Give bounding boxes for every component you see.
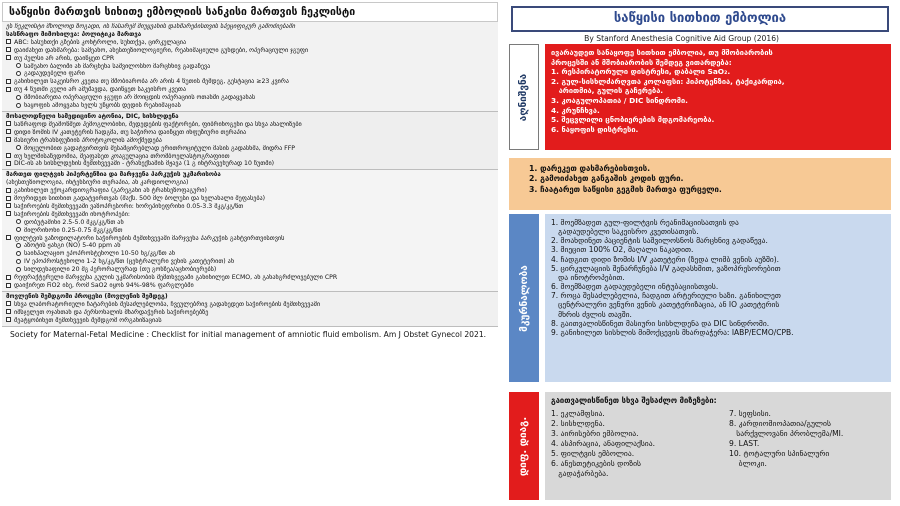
list-item: და ინოტროპებით. [551,272,625,282]
checklist-item-text: (ანესთეზიოლოგია, ინტენსიური თერაპია, ან კარდიოლოგია) [6,179,189,187]
checkbox[interactable] [6,39,11,44]
checklist-item [6,242,494,250]
checklist-citation: Society for Maternal-Fetal Medicine : Checklist for initial management of amniotic fluid embolism. Am J Obstet Gynecol 2021. [10,329,487,339]
checklist-title: საწყისი მართვის სიხითე ემბოლიის სანკისი მართვის ჩეკლისტი [2,2,498,22]
section-heading [6,113,494,121]
checklist-item-text: თუ პულსი არ არის, დაიწყეთ CPR [14,54,115,62]
list-item: 4. ჩადგით დიდი ზომის I/V კათეტერი (ზედა ლიმბ ვენის აუზში). [551,254,780,264]
differential-column-2 [729,409,885,479]
list-item: 3. კოაგულოპათია / DIC სინდრომი. [551,95,688,105]
checkbox[interactable] [6,275,11,280]
recognition-intro-2: პროცესში ან მშობიარობის შემდეგ ვითარდება: [551,57,732,67]
checklist-item-text: მშობიარეთა ოპერაციული ჯგუფი არ მოიცდის ოპერაციის ოთახში გადაყვანას [24,94,256,102]
list-item: არითმია, გულის გაჩერება. [551,86,664,96]
checkbox[interactable] [6,47,11,52]
differential-panel [509,392,891,500]
checkbox[interactable] [6,235,11,240]
checklist-item [6,274,494,282]
checklist-item-text: სამეანო ბალიში ან მარცხენა საშვილოსნო მარცხნივ გადაწევა [24,62,211,70]
radio-button[interactable] [16,145,21,150]
checklist-item [6,227,494,235]
checklist-panel [2,2,498,504]
checklist-item-text: სხვა ლაბორატორიული ჩატარების შესაძლებლობა, ჩვეულებრივ გადახედეთ საჭიროების შემთხვევაში [14,300,321,308]
recognition-tab-label: აღნიშვნა [518,73,530,121]
list-item: 8. კარდიომიოპათია/გულის [729,419,831,428]
checklist-item-text: დაიჭირეთ FiO2 ისე, რომ SaO2 იყოს 94%-98% ფარგლებში [14,282,194,289]
checklist-item-text: რეფრაქტერული მარჯვენა გულის უკმარისობის შემთხვევაში განიხილეთ ECMO, ან გახანგრძლივებული CPR [14,274,338,282]
checklist-item-text: თუ 4 წუთში გული არ ამუშავდა, დაიწყეთ საკეისრო კვეთა [14,86,187,94]
checklist-item [6,317,494,325]
checklist-section-bleeding [2,112,498,170]
list-item: 1. ეკლამფსია. [551,409,605,418]
checklist-item-text: ეს ჩეკლისტი მხოლოდ ზოგადი, ის ჩასარემ მიუყვანის დახმარებისთვის სპეციფიკურ გამოძიებაში [6,23,296,30]
radio-button[interactable] [16,95,21,100]
checklist-item [6,211,494,219]
call-for-help-content [509,158,891,210]
radio-button[interactable] [16,243,21,248]
checklist-item-text: იმსჯელეთ ოჯახთან და პერსონალის მხარდაჭერის საჭიროებებზე [14,308,209,316]
cognitive-aid-title: საწყისი სითხით ემბოლია [511,6,889,32]
checklist-item-text: მილრინონი 0.25-0.75 მკგ/კგ/წთ [24,226,123,234]
list-item: 6. ნაყოფის დისტრესი. [551,124,639,134]
checklist-item-text: აზოტის ჟანგი (NO) 5-40 ppm ან [24,242,121,250]
differential-tab-label: დიფ. დიაგ. [518,416,530,476]
differential-grid [551,409,885,479]
checklist-item [6,266,494,274]
recognition-content [545,44,891,150]
checklist-item [6,47,494,55]
checklist-item-text: დიდი ზომის IV კათეტერის ჩადგმა, თუ საჭიროა დაიწყეთ ინფუზიური თერაპია [14,128,247,136]
list-item: 3. მიეცით 100% O2, მაღალი ნაკადით. [551,245,694,255]
checklist-item [6,145,494,153]
list-item: 5. შეცვლილი ცნობიერების მდგომარეობა. [551,115,715,125]
radio-button[interactable] [16,267,21,272]
checklist-item [6,250,494,258]
checklist-item-text: მოვლენის შემდგომი პროცესი (მოვლენის შემდეგ) [6,292,168,300]
list-item: 8. გაითვალისწინეთ მასიური სისხლდენა და DIC სინდრომი. [551,318,770,328]
checklist-section-initial [2,22,498,112]
checklist-item-text: განიხილეთ ექოკარდიოგრაფია (გარეგანი ან ტრანსეზოფაგური) [14,187,207,195]
list-item: 9. განიხილეთ სისხლის მიმოქცევის მხარდაჭერა: IABP/ECMO/CPB. [551,327,794,337]
call-for-help-panel [509,158,891,210]
checkbox[interactable] [6,211,11,216]
checklist-item-text: ფილტვის ვაზოდილატორი საჭიროების შემთხვევაში მარჯვენა პარკუჭის განტვირთვისთვის [14,234,285,242]
checklist-item [6,153,494,161]
checklist-item-text: გადაუდებელი ფარი [24,70,85,78]
checklist-item [6,94,494,102]
checklist-item-text: მოცულობით გადატვირთვის შესამცირებლად ერითროციტული მასის გადასხმა, შიდრა FFP [24,144,296,152]
list-item: გადაუდებელი საკეისრო კვეთისათვის. [551,227,699,237]
checklist-item [6,121,494,129]
radio-button[interactable] [16,259,21,264]
list-item: გადაჭარბება. [551,469,609,478]
checklist-item [6,258,494,266]
radio-button[interactable] [16,227,21,232]
list-item: 3. ჩაატარეთ საწყისი გეგმის მართვა ფურცელი. [529,184,722,194]
differential-content [545,392,891,500]
list-item: 5. ფილტვის ემბოლია. [551,449,635,458]
checkbox[interactable] [6,87,11,92]
checklist-item [6,301,494,309]
checklist-section-post-event [2,292,498,327]
treatment-tab [509,214,539,382]
list-item: 7. სეფსისი. [729,409,771,418]
list-item: 6. მოემზადეთ გადაუდებელი ინტუბაციისთვის. [551,282,719,292]
checklist-item-text: სასწრაფო მიმოხილვა: პოლიტიკა მართვა [6,30,142,38]
checklist-item [6,309,494,317]
list-item: 3. აირისებრი ემბოლია. [551,429,639,438]
list-item: 2. გულ-სისხლძარღვთა კოლაფსი: ჰიპოტენზია, ტაქიკარდია, [551,76,785,86]
checklist-item [6,235,494,243]
treatment-content [545,214,891,382]
recognition-list [551,67,885,134]
checklist-item [6,63,494,71]
checklist-item-text: განიხილეთ საკეისრო კვეთა თუ მშობიარობა არ არის 4 წუთის შემდეგ, გესტაცია ≥23 კვირა [14,78,289,86]
checklist-item-text: ნაყოფის ამოყვანა ხელს უწყობს დედის რეანიმაციას [24,102,181,110]
differential-tab [509,392,539,500]
checklist-item-text: საჭიროების შემთხვევაში ვაზოპრესორი: ნორეპინეფრინი 0.05-3.3 მკგ/კგ/წთ [14,202,244,210]
radio-button[interactable] [16,219,21,224]
list-item: 10. ტოტალური სპინალური [729,449,830,458]
list-item: ცენტრალური ვენური ვენის კათეტერიზაცია, ან IO კათეტერის [551,300,780,310]
checklist-item [6,70,494,78]
list-item: მხრის ძვლის თავში. [551,309,632,319]
checklist-item-text: საინჰალაციო ეპოპროსტენოლი 10-50 ნგ/კგ/წთ ან [24,250,175,258]
treatment-tab-label: მკურნალობა [518,264,530,332]
checklist-item [6,137,494,145]
checklist-item [6,219,494,227]
checkbox[interactable] [6,203,11,208]
recognition-intro: ივარაუდეთ სანაყოფე სითხით ემბოლია, თუ მშობიარობის [551,48,773,57]
checklist-item [6,179,494,187]
checklist-item [6,195,494,203]
checkbox[interactable] [6,188,11,193]
checklist-item [6,160,494,168]
differential-column-1 [551,409,729,479]
checklist-section-pulmonary [2,170,498,292]
checklist-item-text: მასიური ტრანსფუზიის პროტოკოლის ამოქმედება [14,136,162,144]
section-heading [6,31,494,39]
checkbox[interactable] [6,153,11,158]
checklist-item [6,55,494,63]
checkbox[interactable] [6,55,11,60]
checkbox[interactable] [6,129,11,134]
checklist-item-text: სილდენაფილი 20 მგ პერორალურად (თუ გონზეა/აცნობიერებს) [24,266,217,274]
checklist-item [6,129,494,137]
list-item: 9. LAST. [729,439,760,448]
checklist-item-text: საჭიროების შემთხვევაში ინოტროპები: [14,210,131,218]
checklist-item-text: IV ეპოპროსტენოლი 1-2 ნგ/კგ/წთ (ცენტრალური ვენის კათეტერით) ან [24,258,235,266]
checklist-item-text: საწრაფოდ შეამოწმეთ ჰემოგლობინი, შედედების ფაქტორები, ფიბრინოგენი და სხვა ანალიზები [14,120,302,128]
radio-button[interactable] [16,63,21,68]
treatment-panel [509,214,891,382]
checklist-item-text: დაიძახეთ დახმარება: სამეანო, ანესთეზიოლოგიური, რეანიმაციული გუნდები, ოპერაციული ჯგუფი [14,46,309,54]
checkbox[interactable] [6,137,11,142]
list-item: 2. გამოიძახეთ განგაშის კოდის ფური. [529,174,684,184]
checkbox[interactable] [6,317,11,322]
checklist-item-text: მოერიდეთ სითხით გადატვირთვას (მაქს. 500 მლ ბოლუსი და ხელახალი შეფასება) [14,195,266,203]
checklist-item [6,282,494,290]
checklist-item-text: მართეთ ფილტვის ჰიპერტენზია და მარჯვენა პარკუჭის უკმარისობა [6,171,221,179]
checklist-item [6,39,494,47]
section-heading [6,293,494,301]
list-item: 1. რესპირატორული დისტრესი, დაბალი SaO₂. [551,67,731,77]
list-item: 2. მოახდინეთ პაციენტის საშვილოსნოს მარცხნივ გადაწევა. [551,236,768,246]
section-note [6,23,494,31]
radio-button[interactable] [16,103,21,108]
checklist-item [6,78,494,86]
checkbox[interactable] [6,161,11,166]
differential-header: გაითვალისწინეთ სხვა შესაძლო მიზეზები: [551,396,717,405]
list-item: 5. ცირკულაციის შენარჩუნება I/V გადასხმით, ვაზოპრესორებით [551,263,781,273]
checklist-item-text: მოსალოდნელი სამედიცინო ატონია, DIC, სისხლდენა [6,112,179,120]
checklist-item-text: თუ ხელმისაწვდომია, შეაფასეთ კოაგულაცია თრომბოელასტოგრაფიით [14,152,230,160]
radio-button[interactable] [16,71,21,76]
radio-button[interactable] [16,251,21,256]
list-item: 1. მოემზადეთ გულ-ფილტვის რეანიმაციისათვის და [551,218,739,227]
checkbox[interactable] [6,309,11,314]
checklist-item [6,86,494,94]
list-item: 2. სისხლდენა. [551,419,605,428]
list-item: 1. დარეკეთ დახმარებისთვის. [529,164,651,173]
checkbox[interactable] [6,79,11,84]
checklist-item-text: ABC: სასუნთქი გზების კონტროლი, სუნთქვა, ცირკულაცია [14,38,187,46]
list-item: 6. ანესთეტიკების დოზის [551,459,641,468]
checklist-item-text: შეატყობინეთ შემთხვევის შემდგომ ორგანიზაციას [14,316,162,324]
checklist-item-text: დობუტამინი 2.5-5.0 მკგ/კგ/წთ ან [24,218,124,226]
list-item: 4. ასპირაცია, ანაფილაქსია. [551,439,655,448]
section-heading [6,171,494,179]
checklist-item [6,203,494,211]
checkbox[interactable] [6,301,11,306]
list-item: 7. როცა შესაძლებელია, ჩადგით არტერიული ხაზი. განიხილეთ [551,291,781,301]
cognitive-aid-source: By Stanford Anesthesia Cognitive Aid Group (2016) [584,34,779,43]
checkbox[interactable] [6,196,11,201]
recognition-panel [509,44,891,150]
recognition-tab [509,44,539,150]
checklist-item-text: DIC-ის ან სისხლდენის შემთხვევაში - ტრანექსამის მჟავა (1 გ ინტრავენურად 10 წუთში) [14,160,275,168]
list-item: 4. კრუნჩხვა. [551,105,600,115]
list-item: ბლოკი. [729,459,767,468]
checklist-item [6,187,494,195]
checklist-item [6,102,494,110]
checkbox[interactable] [6,121,11,126]
list-item: სარქვლოვანი პრობლემა/MI. [729,429,844,438]
checkbox[interactable] [6,283,11,288]
